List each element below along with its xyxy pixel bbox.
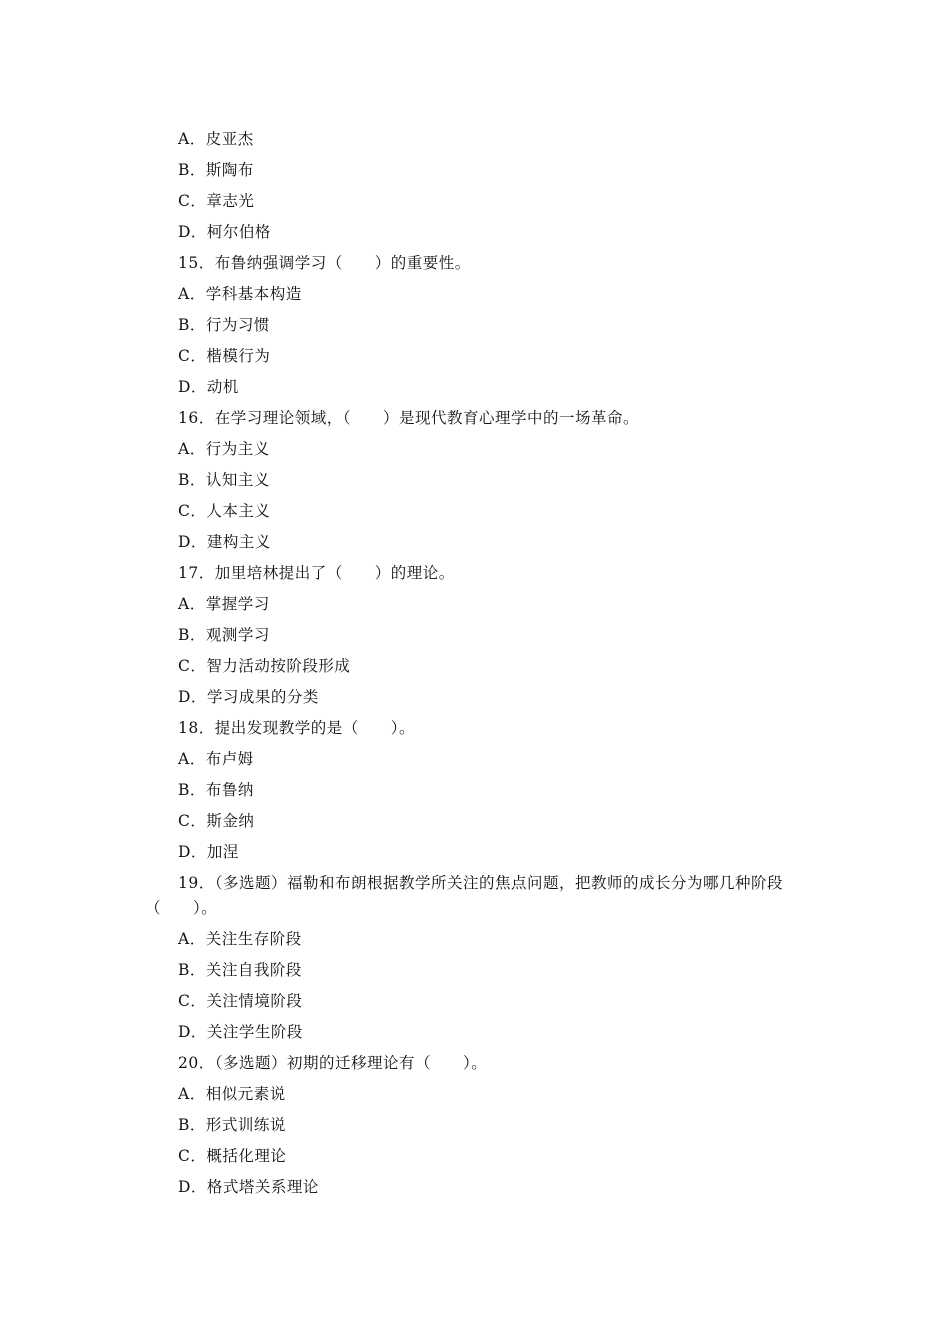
option-16-c: C．人本主义 bbox=[178, 502, 271, 520]
option-18-c: C．斯金纳 bbox=[178, 812, 255, 830]
option-14-d: D．柯尔伯格 bbox=[178, 223, 271, 241]
option-14-c: C．章志光 bbox=[178, 192, 255, 210]
document-content bbox=[145, 124, 817, 1203]
option-15-c: C．楷模行为 bbox=[178, 347, 271, 365]
option-17-b: B．观测学习 bbox=[178, 626, 270, 644]
option-20-b: B．形式训练说 bbox=[178, 1116, 286, 1134]
option-16-b: B．认知主义 bbox=[178, 471, 270, 489]
question-17: 17．加里培林提出了（ ）的理论。 bbox=[178, 564, 455, 582]
option-20-d: D．格式塔关系理论 bbox=[178, 1178, 319, 1196]
option-14-a: A．皮亚杰 bbox=[178, 130, 254, 148]
option-15-d: D．动机 bbox=[178, 378, 239, 396]
question-19: 19．（多选题）福勒和布朗根据教学所关注的焦点问题，把教师的成长分为哪几种阶段（ ）。 bbox=[145, 874, 783, 917]
option-20-a: A．相似元素说 bbox=[178, 1085, 286, 1103]
question-20: 20．（多选题）初期的迁移理论有（ ）。 bbox=[178, 1054, 488, 1072]
option-17-a: A．掌握学习 bbox=[178, 595, 270, 613]
option-16-a: A．行为主义 bbox=[178, 440, 270, 458]
question-18: 18．提出发现教学的是（ ）。 bbox=[178, 719, 415, 737]
question-16: 16．在学习理论领域，（ ）是现代教育心理学中的一场革命。 bbox=[178, 409, 639, 427]
option-18-d: D．加涅 bbox=[178, 843, 239, 861]
question-15: 15．布鲁纳强调学习（ ）的重要性。 bbox=[178, 254, 471, 272]
option-19-c: C．关注情境阶段 bbox=[178, 992, 303, 1010]
option-18-a: A．布卢姆 bbox=[178, 750, 254, 768]
option-15-b: B．行为习惯 bbox=[178, 316, 270, 334]
option-15-a: A．学科基本构造 bbox=[178, 285, 302, 303]
option-16-d: D．建构主义 bbox=[178, 533, 271, 551]
option-19-d: D．关注学生阶段 bbox=[178, 1023, 303, 1041]
option-17-c: C．智力活动按阶段形成 bbox=[178, 657, 351, 675]
option-14-b: B．斯陶布 bbox=[178, 161, 254, 179]
option-20-c: C．概括化理论 bbox=[178, 1147, 287, 1165]
option-17-d: D．学习成果的分类 bbox=[178, 688, 319, 706]
option-18-b: B．布鲁纳 bbox=[178, 781, 254, 799]
option-19-b: B．关注自我阶段 bbox=[178, 961, 302, 979]
option-19-a: A．关注生存阶段 bbox=[178, 930, 302, 948]
